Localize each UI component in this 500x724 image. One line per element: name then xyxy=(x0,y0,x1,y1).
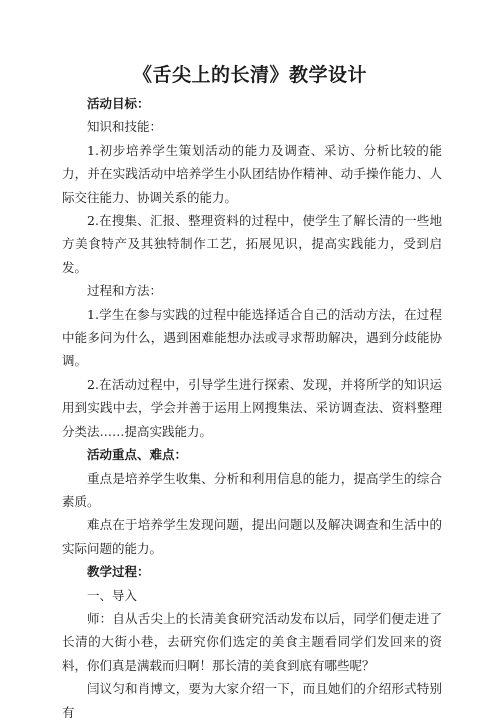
paragraph-difficulty: 难点在于培养学生发现问题，提出问题以及解决调查和生活中的实际问题的能力。 xyxy=(62,517,442,556)
paragraph-method-2: 2.在活动过程中，引导学生进行探索、发现，并将所学的知识运用到实践中去，学会并善于运用上网搜集法、采访调查法、资料整理分类法……提高实践能力。 xyxy=(62,376,442,439)
paragraph-method-1: 1.学生在参与实践的过程中能选择适合自己的活动方法，在过程中能多问为什么，遇到困难能想办法或寻求帮助解决，遇到分歧能协调。 xyxy=(62,306,442,369)
document-body xyxy=(62,92,442,720)
heading-teaching-process: 教学过程： xyxy=(87,564,150,580)
paragraph-teacher-intro: 师：自从舌尖上的长清美食研究活动发布以后，同学们便走进了长清的大街小巷，去研究你们选定的美食主题看同学们发回来的资料，你们真是满载而归啊！那长清的美食到底有哪些呢？ xyxy=(62,610,442,673)
subheading-process-methods: 过程和方法： xyxy=(87,283,163,299)
paragraph-goal-1: 1.初步培养学生策划活动的能力及调查、采访、分析比较的能力，并在实践活动中培养学生小队团结协作精神、动手操作能力、人际交往能力、协调关系的能力。 xyxy=(62,142,442,205)
section-introduction: 一、导入 xyxy=(87,587,138,603)
document-title: 《舌尖上的长清》教学设计 xyxy=(132,64,367,86)
subheading-knowledge-skills: 知识和技能： xyxy=(87,119,163,135)
heading-activity-goals: 活动目标： xyxy=(87,96,150,111)
paragraph-student-intro: 闫议匀和肖博文，要为大家介绍一下，而且她们的介绍形式特别有 xyxy=(62,681,442,720)
heading-key-points: 活动重点、难点： xyxy=(87,447,188,463)
paragraph-goal-2: 2.在搜集、汇报、整理资料的过程中，使学生了解长清的一些地方美食特产及其独特制作工艺，拓展见识，提高实践能力，受到启发。 xyxy=(62,213,442,275)
paragraph-key-point: 重点是培养学生收集、分析和利用信息的能力，提高学生的综合素质。 xyxy=(62,470,442,509)
